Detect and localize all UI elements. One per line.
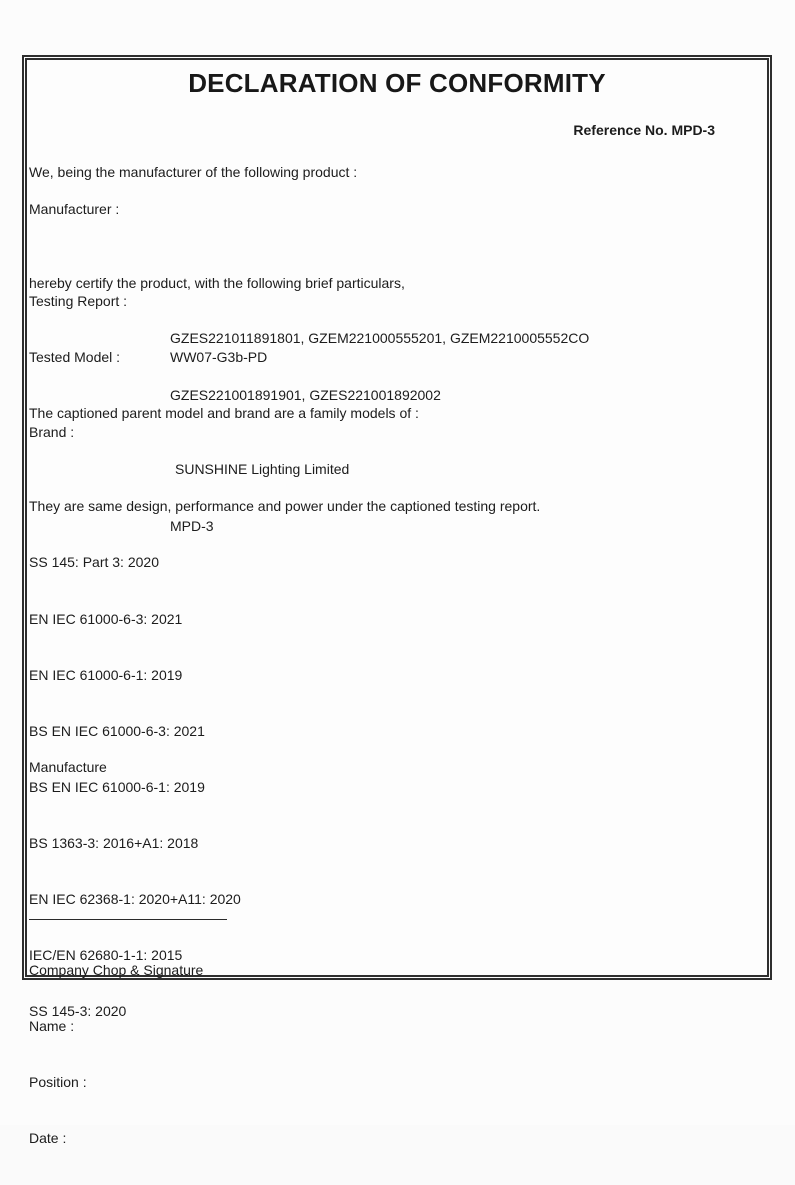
same-design-line: They are same design, performance and power under the captioned testing report. (29, 498, 541, 514)
standard-item: SS 145-3: 2020 (29, 1003, 127, 1020)
tested-model-label: Tested Model : (29, 349, 121, 365)
testing-report-value-line: GZES221011891801, GZEM221000555201, GZEM2210005552CO (170, 330, 590, 347)
tested-model-value: WW07-G3b-PD (170, 349, 268, 365)
certify-line: hereby certify the product, with the following brief particulars, (29, 275, 405, 291)
brand-value-line: MPD-3 (170, 517, 214, 534)
reference-number: Reference No. MPD-3 (573, 122, 715, 138)
standard-item: BS 1363-3: 2016+A1: 2018 (29, 834, 199, 851)
tested-model-row (29, 348, 765, 367)
standard-item: SS 145: Part 3: 2020 (29, 554, 159, 571)
intro-line: We, being the manufacturer of the following product : (29, 164, 358, 180)
standard-item: EN IEC 62368-1: 2020+A11: 2020 (29, 891, 241, 908)
standard-item: EN IEC 61000-6-1: 2019 (29, 666, 183, 683)
date-label: Date : (29, 1130, 67, 1147)
signature-block (29, 882, 765, 1185)
family-line: The captioned parent model and brand are a family models of : (29, 405, 419, 421)
manufacture-label: Manufacture (29, 759, 107, 775)
name-label: Name : (29, 1017, 75, 1034)
standard-item: BS EN IEC 61000-6-1: 2019 (29, 778, 205, 795)
signature-caption: Company Chop & Signature (29, 961, 204, 978)
signature-line (29, 919, 227, 920)
standard-item: IEC/EN 62680-1-1: 2015 (29, 947, 183, 964)
standard-item: EN IEC 61000-6-3: 2021 (29, 610, 183, 627)
document-title: DECLARATION OF CONFORMITY (188, 68, 606, 98)
standard-item: BS EN IEC 61000-6-3: 2021 (29, 722, 205, 739)
brand-value-line: SUNSHINE Lighting Limited (175, 461, 350, 478)
manufacturer-label: Manufacturer : (29, 201, 120, 217)
brand-label: Brand : (29, 424, 75, 440)
testing-report-value-line: GZES221001891901, GZES221001892002 (170, 386, 441, 403)
testing-report-label: Testing Report : (29, 293, 128, 309)
position-label: Position : (29, 1074, 87, 1091)
document-border (22, 55, 772, 1147)
